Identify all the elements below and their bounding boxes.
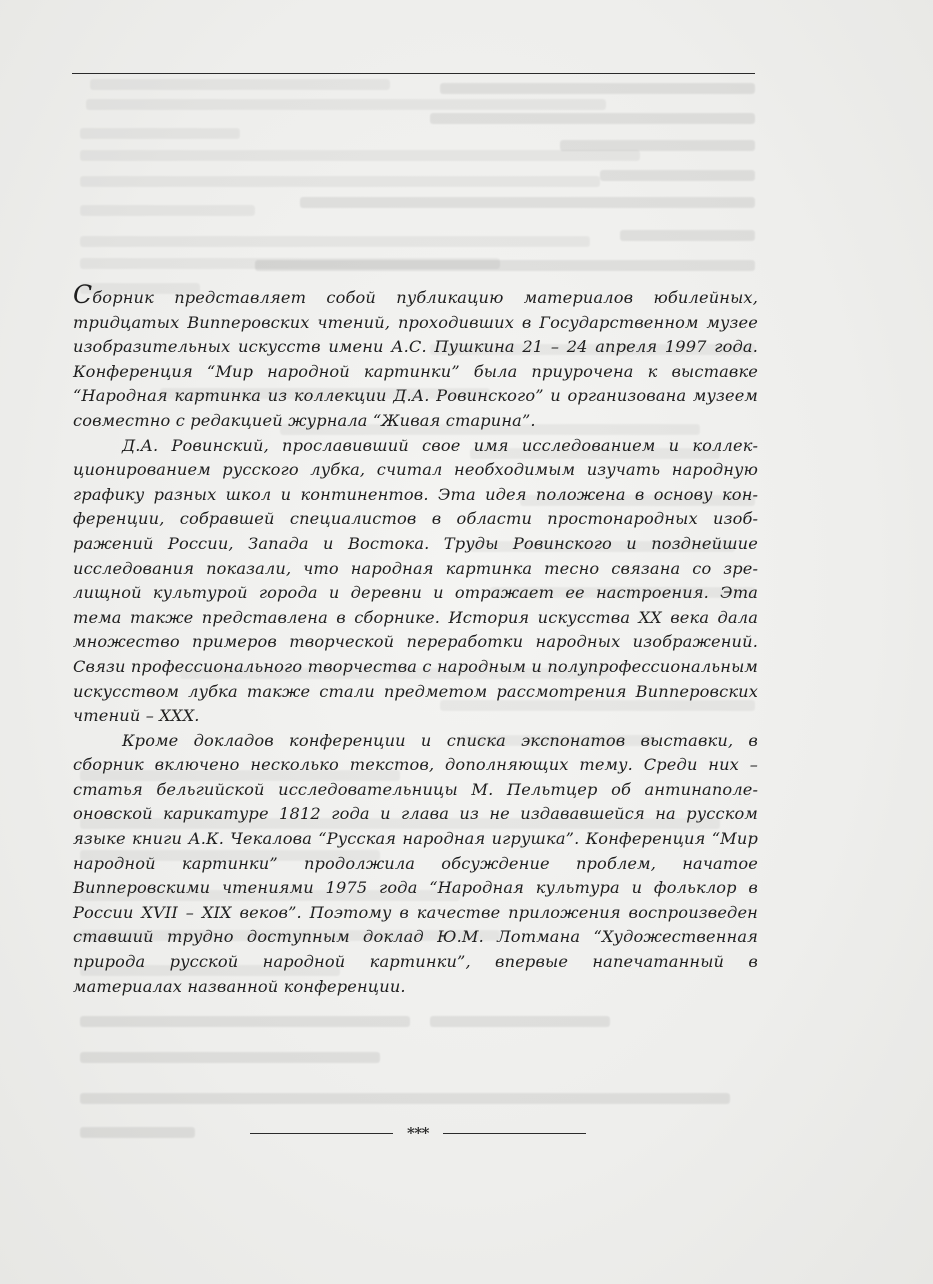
section-divider bbox=[250, 1124, 586, 1142]
body-text bbox=[73, 280, 758, 999]
paragraph-contents: Кроме докладов конференции и списка экспонатов выставки, в сборник включено несколько текстов, дополняющих тему. Среди них – статья бельгийской исследовательницы М. Пельтцер об антинаполеоновской карикатуре 1812 года и глава из не издававшейся на русском языке книги А.К. Чекалова “Русская народная игрушка”. Конференция “Мир народной картинки” продолжила обсуждение проблем, начатое Випперовскими чтениями 1975 года “Народная культура и фольклор в России XVII – XIX веков”. Поэтому в качестве приложения воспроизведен ставший трудно доступным доклад Ю.М. Лотмана “Художественная природа русской народной картинки”, впервые напечатанный в материалах названной конференции. bbox=[73, 730, 758, 996]
paragraph-intro-text: борник представляет собой публикацию материалов юбилейных, тридцатых Випперовских чтений, проходивших в Государственном музее изобразительных искусств имени А.С. Пушкина 21 – 24 апреля 1997 года. Конференция “Мир народной картинки” была приурочена к выставке “Народная картинка из коллекции Д.А. Ровинского” и организована музеем совместно с редакцией журнала “Живая старина”. bbox=[73, 288, 758, 430]
divider-asterisks: *** bbox=[406, 1124, 430, 1142]
paragraph-intro bbox=[73, 280, 758, 434]
top-rule bbox=[72, 73, 755, 74]
divider-line-left bbox=[250, 1133, 393, 1134]
lead-letter: С bbox=[73, 280, 93, 309]
paragraph-rovinsky: Д.А. Ровинский, прославивший свое имя исследованием и коллекционированием русского лубка, считал необходимым изучать народную графику разных школ и континентов. Эта идея положена в основу конференции, собравшей специалистов в области простонародных изображений России, Запада и Востока. Труды Ровинского и позднейшие исследования показали, что народная картинка тесно связана со зрелищной культурой города и деревни и отражает ее настроения. Эта тема также представлена в сборнике. История искусства XX века дала множество примеров творческой переработки народных изображений. Связи профессионального творчества с народным и полупрофессиональным искусством лубка также стали предметом рассмотрения Випперовских чтений – XXX. bbox=[73, 435, 758, 726]
divider-line-right bbox=[443, 1133, 586, 1134]
